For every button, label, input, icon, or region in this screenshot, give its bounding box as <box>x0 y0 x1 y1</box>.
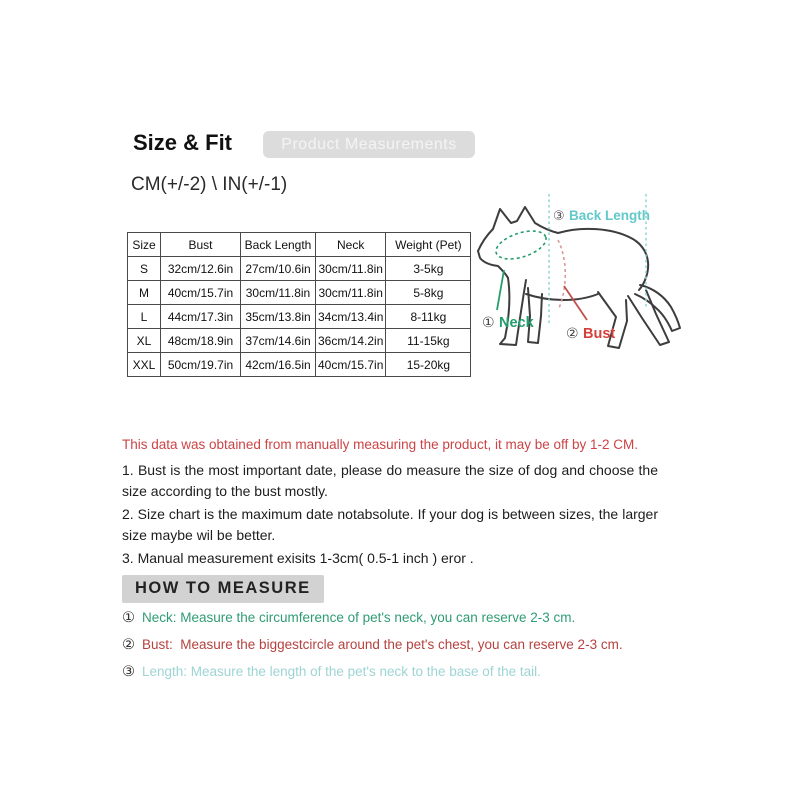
table-row <box>128 305 471 329</box>
table-cell: 3-5kg <box>386 257 471 281</box>
neck-number: ① <box>482 315 495 331</box>
table-cell: 30cm/11.8in <box>316 257 386 281</box>
table-cell: M <box>128 281 161 305</box>
note-item: 3. Manual measurement exisits 1-3cm( 0.5-1 inch ) eror . <box>122 550 474 566</box>
dog-measurement-diagram <box>470 190 700 360</box>
back-length-number: ③ <box>553 209 565 224</box>
measure-item <box>122 637 682 664</box>
table-cell: 32cm/12.6in <box>161 257 241 281</box>
sizing-notes <box>122 460 658 572</box>
measurement-warning: This data was obtained from manually measuring the product, it may be off by 1-2 CM. <box>122 437 638 452</box>
table-row <box>128 353 471 377</box>
page-title: Size & Fit <box>133 130 233 155</box>
table-cell: 5-8kg <box>386 281 471 305</box>
table-cell: XXL <box>128 353 161 377</box>
how-to-measure-list <box>122 610 682 691</box>
how-to-measure-heading: HOW TO MEASURE <box>122 575 324 603</box>
bust-pointer-line <box>564 286 587 320</box>
table-cell: S <box>128 257 161 281</box>
table-cell: 8-11kg <box>386 305 471 329</box>
table-cell: 30cm/11.8in <box>241 281 316 305</box>
table-cell: 48cm/18.9in <box>161 329 241 353</box>
size-chart-table-wrap <box>127 232 471 377</box>
table-cell: 50cm/19.7in <box>161 353 241 377</box>
measure-item-number: ① <box>122 610 135 626</box>
table-header-cell: Size <box>128 233 161 257</box>
table-cell: 44cm/17.3in <box>161 305 241 329</box>
bust-number: ② <box>566 326 579 342</box>
table-cell: 37cm/14.6in <box>241 329 316 353</box>
size-chart-table <box>127 232 471 377</box>
table-cell: 34cm/13.4in <box>316 305 386 329</box>
dog-outline-illustration <box>470 190 700 360</box>
table-cell: 15-20kg <box>386 353 471 377</box>
table-row <box>128 329 471 353</box>
measure-item <box>122 610 682 637</box>
bust-label: Bust <box>583 326 616 342</box>
measure-item-text: Bust: Measure the biggestcircle around the pet's chest, you can reserve 2-3 cm. <box>142 637 623 652</box>
table-cell: 42cm/16.5in <box>241 353 316 377</box>
table-cell: L <box>128 305 161 329</box>
table-header-row <box>128 233 471 257</box>
note-item: 1. Bust is the most important date, please do measure the size of dog and choose the size according to the bust mostly. <box>122 462 658 499</box>
neck-pointer-line <box>497 270 504 310</box>
measure-item <box>122 664 682 691</box>
table-header-cell: Back Length <box>241 233 316 257</box>
table-cell: 11-15kg <box>386 329 471 353</box>
measure-item-text: Neck: Measure the circumference of pet's neck, you can reserve 2-3 cm. <box>142 610 576 625</box>
product-measurements-badge: Product Measurements <box>263 131 475 158</box>
units-tolerance-line: CM(+/-2) \ IN(+/-1) <box>131 174 288 195</box>
neck-measure-dashed-ellipse <box>493 226 550 265</box>
measure-item-number: ② <box>122 637 135 653</box>
table-cell: 35cm/13.8in <box>241 305 316 329</box>
table-row <box>128 281 471 305</box>
table-row <box>128 257 471 281</box>
table-cell: 30cm/11.8in <box>316 281 386 305</box>
measure-item-text: Length: Measure the length of the pet's neck to the base of the tail. <box>142 664 541 679</box>
table-cell: XL <box>128 329 161 353</box>
measure-item-number: ③ <box>122 664 135 680</box>
table-cell: 27cm/10.6in <box>241 257 316 281</box>
neck-label: Neck <box>499 315 534 331</box>
table-header-cell: Neck <box>316 233 386 257</box>
back-length-label: Back Length <box>569 208 651 223</box>
table-cell: 40cm/15.7in <box>161 281 241 305</box>
note-item: 2. Size chart is the maximum date notabsolute. If your dog is between sizes, the larger size maybe wil be better. <box>122 506 658 543</box>
table-cell: 40cm/15.7in <box>316 353 386 377</box>
bust-measure-dashed-line <box>558 240 565 308</box>
table-cell: 36cm/14.2in <box>316 329 386 353</box>
table-header-cell: Bust <box>161 233 241 257</box>
table-header-cell: Weight (Pet) <box>386 233 471 257</box>
